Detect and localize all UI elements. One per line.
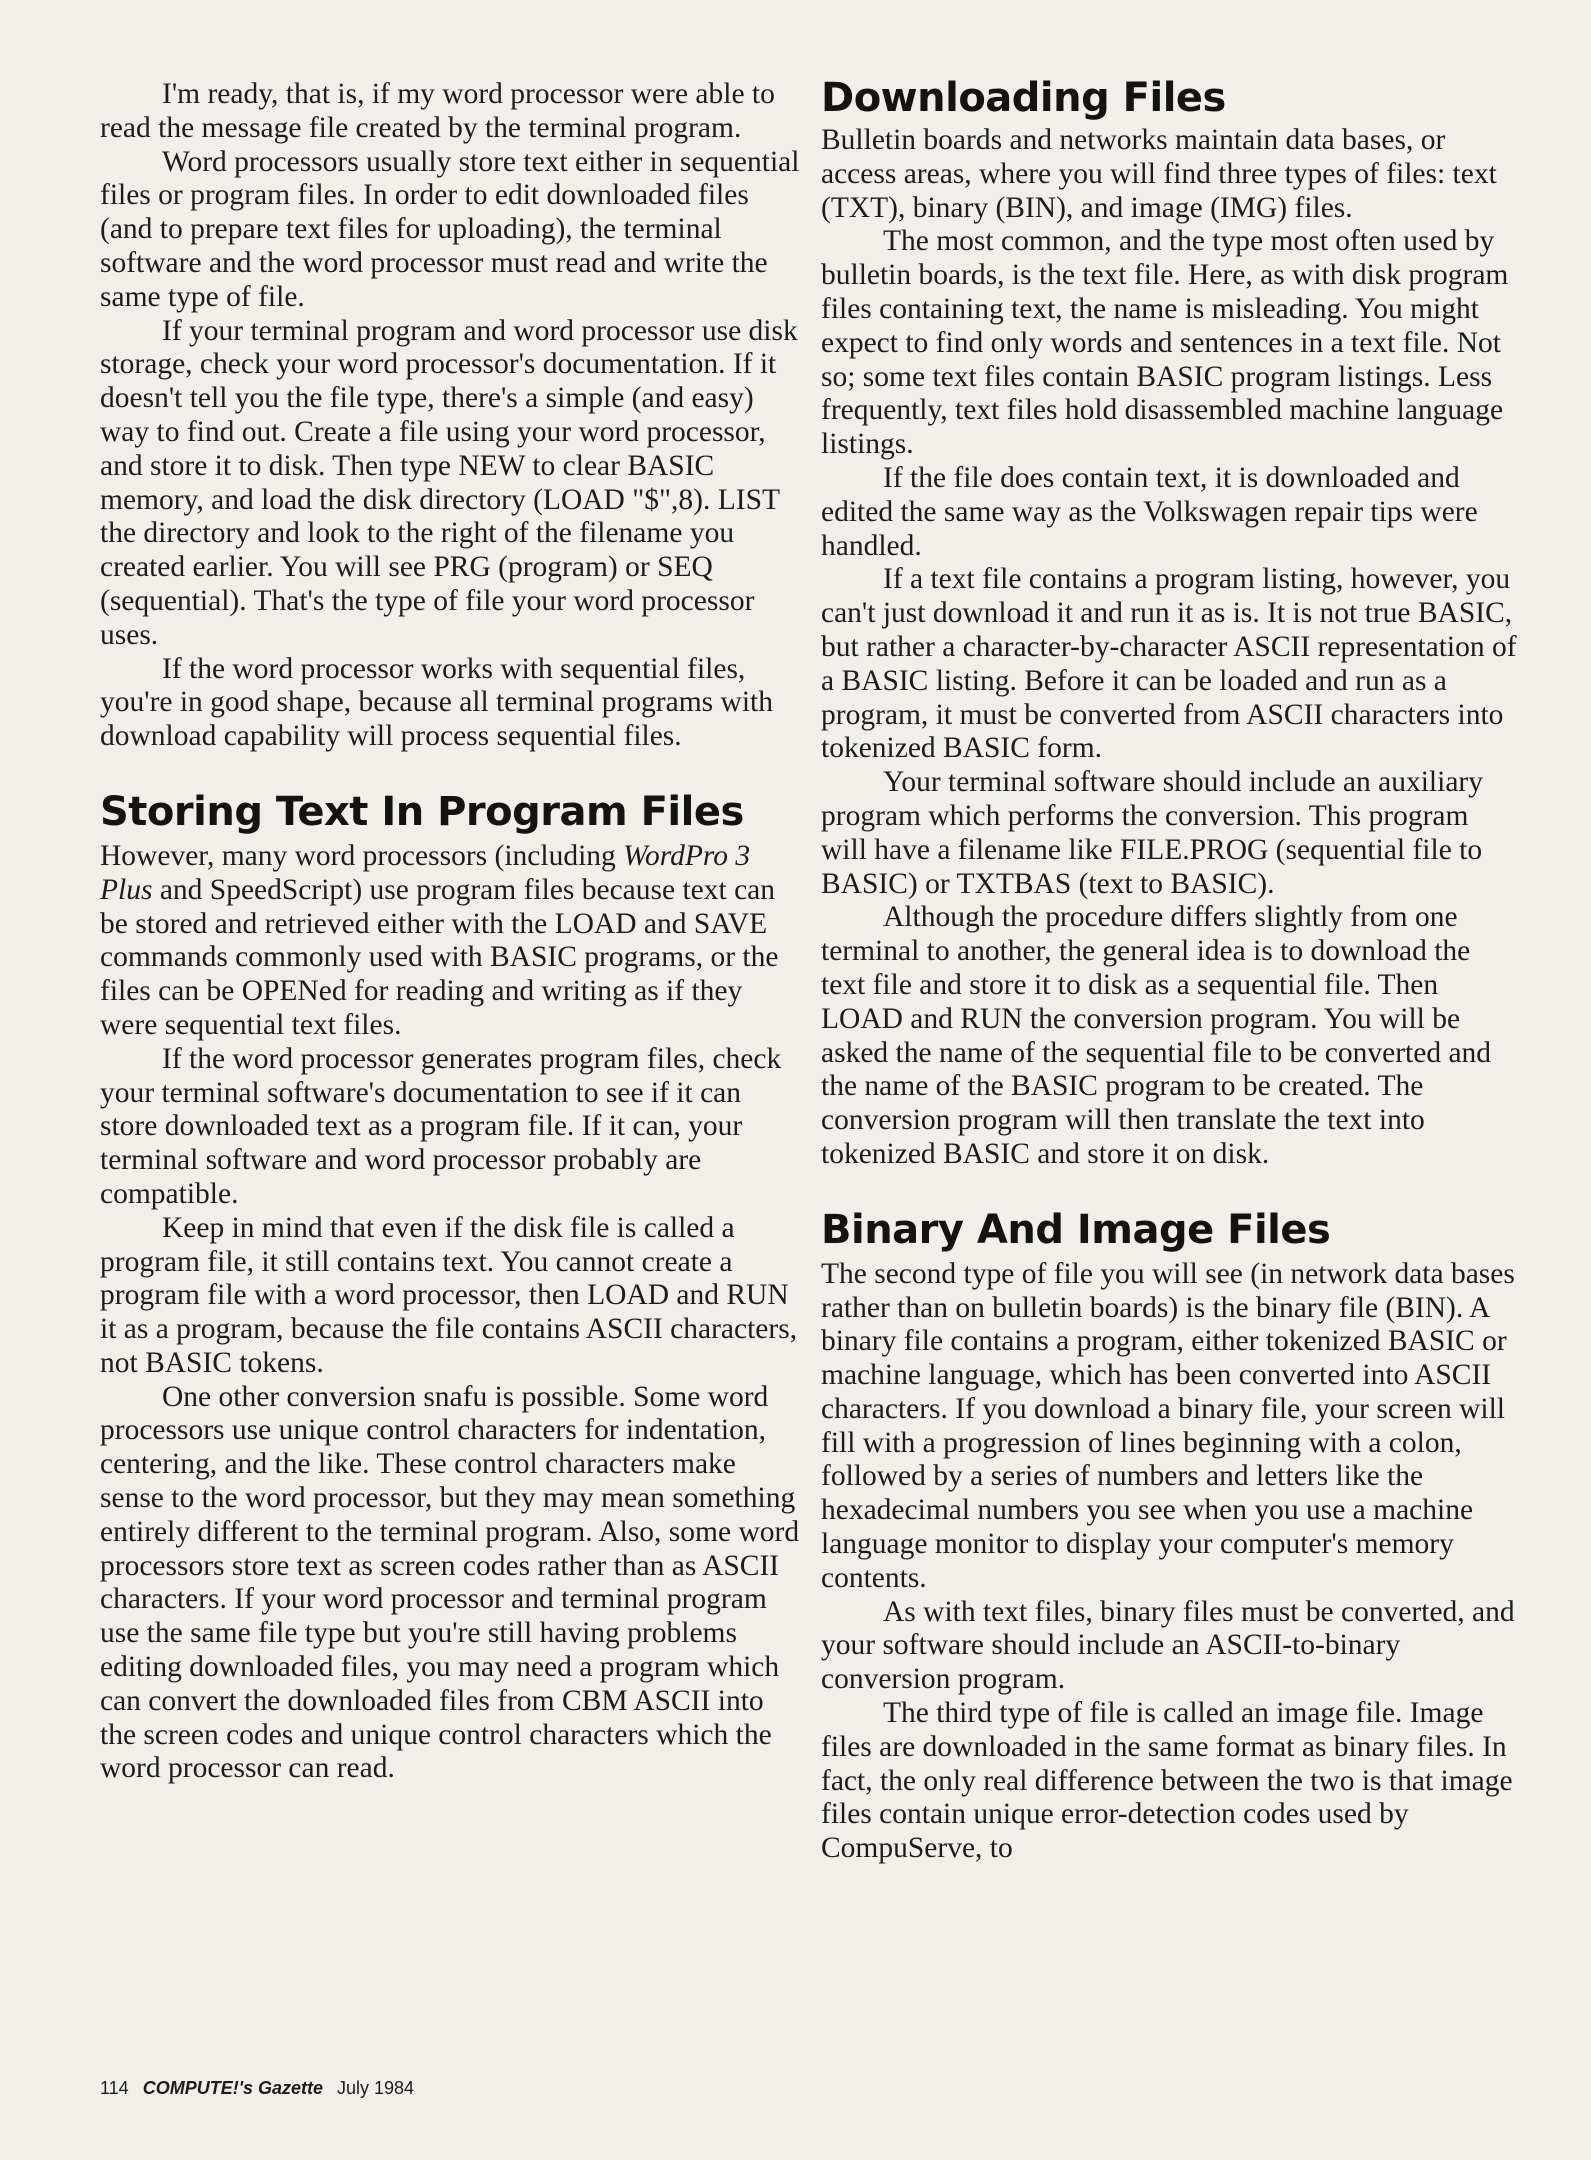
- text-run: However, many word processors (including: [100, 839, 624, 872]
- paragraph: The second type of file you will see (in network data bases rather than on bulletin boards) is the binary file (BIN). A binary file contains a program, either tokenized BASIC or machine language, which has been converted into ASCII characters. If you download a binary file, your screen will fill with a progression of lines beginning with a colon, followed by a series of numbers and letters like the hexadecimal numbers you see when you use a machine language monitor to display your computer's memory contents.: [821, 1257, 1515, 1594]
- paragraph: One other conversion snafu is possible. Some word processors use unique control characters for indentation, centering, and the like. These control characters make sense to the word processor, but they may mean something entirely different to the terminal program. Also, some word processors store text as screen codes rather than as ASCII characters. If your word processor and terminal program use the same file type but you're still having problems editing downloaded files, you may need a program which can convert the downloaded files from CBM ASCII into the screen codes and unique control characters which the word processor can read.: [100, 1380, 800, 1785]
- section-heading: Binary And Image Files: [821, 1206, 1331, 1253]
- text-run: and SpeedScript) use program files because text can be stored and retrieved either with the LOAD and SAVE commands commonly used with BASIC programs, or the files can be OPENed for reading and writing as if they were sequential text files.: [100, 873, 779, 1041]
- paragraph: If the word processor works with sequential files, you're in good shape, because all terminal programs with download capability will process sequential files.: [100, 652, 773, 753]
- magazine-name: COMPUTE!'s Gazette: [142, 2078, 324, 2098]
- italic-title: WordPro 3 Plus: [100, 839, 751, 906]
- paragraph: [100, 840, 800, 1043]
- page-footer: [100, 2078, 414, 2099]
- paragraph: I'm ready, that is, if my word processor were able to read the message file created by the terminal program.: [100, 78, 775, 144]
- issue-date: July 1984: [337, 2078, 415, 2098]
- section-heading: Downloading Files: [821, 75, 1226, 121]
- paragraph: As with text files, binary files must be converted, and your software should include an ASCII-to-binary conversion program.: [821, 1595, 1515, 1696]
- left-column: [100, 78, 800, 1786]
- paragraph: Your terminal software should include an auxiliary program which performs the conversion. This program will have a filename like FILE.PROG (sequential file to BASIC) or TXTBAS (text to BASIC).: [821, 766, 1483, 900]
- paragraph: If your terminal program and word processor use disk storage, check your word processor's documentation. If it doesn't tell you the file type, there's a simple (and easy) way to find out. Create a file using your word processor, and store it to disk. Then type NEW to clear BASIC memory, and load the disk directory (LOAD "$",8). LIST the directory and look to the right of the filename you created earlier. You will see PRG (program) or SEQ (sequential). That's the type of file your word processor uses.: [100, 314, 798, 651]
- paragraph: Bulletin boards and networks maintain data bases, or access areas, where you will find three types of files: text (TXT), binary (BIN), and image (IMG) files.: [821, 124, 1497, 224]
- page-number: 114: [100, 2078, 129, 2098]
- section-heading: Storing Text In Program Files: [100, 788, 744, 835]
- paragraph: Word processors usually store text either in sequential files or program files. In order to edit downloaded files (and to prepare text files for uploading), the terminal software and the word processor must read and write the same type of file.: [100, 145, 800, 313]
- paragraph: If a text file contains a program listing, however, you can't just download it and run it as is. It is not true BASIC, but rather a character-by-character ASCII representation of a BASIC listing. Before it can be loaded and run as a program, it must be converted from ASCII characters into tokenized BASIC form.: [821, 563, 1517, 765]
- paragraph: The third type of file is called an image file. Image files are downloaded in the same format as binary files. In fact, the only real difference between the two is that image files contain unique error-detection codes used by CompuServe, to: [821, 1697, 1513, 1865]
- paragraph: The most common, and the type most often used by bulletin boards, is the text file. Here, as with disk program files containing text, the name is misleading. You might expect to find only words and sentences in a text file. Not so; some text files contain BASIC program listings. Less frequently, text files hold disassembled machine language listings.: [821, 225, 1509, 461]
- paragraph: Keep in mind that even if the disk file is called a program file, it still contains text. You cannot create a program file with a word processor, then LOAD and RUN it as a program, because the file contains ASCII characters, not BASIC tokens.: [100, 1211, 798, 1379]
- paragraph: If the file does contain text, it is downloaded and edited the same way as the Volkswagen repair tips were handled.: [821, 461, 1478, 562]
- right-column: [821, 75, 1521, 1866]
- paragraph: Although the procedure differs slightly from one terminal to another, the general idea is to download the text file and store it to disk as a sequential file. Then LOAD and RUN the conversion program. You will be asked the name of the sequential file to be converted and the name of the BASIC program to be created. The conversion program will then translate the text into tokenized BASIC and store it on disk.: [821, 901, 1492, 1170]
- paragraph: If the word processor generates program files, check your terminal software's documentation to see if it can store downloaded text as a program file. If it can, your terminal software and word processor probably are compatible.: [100, 1042, 782, 1210]
